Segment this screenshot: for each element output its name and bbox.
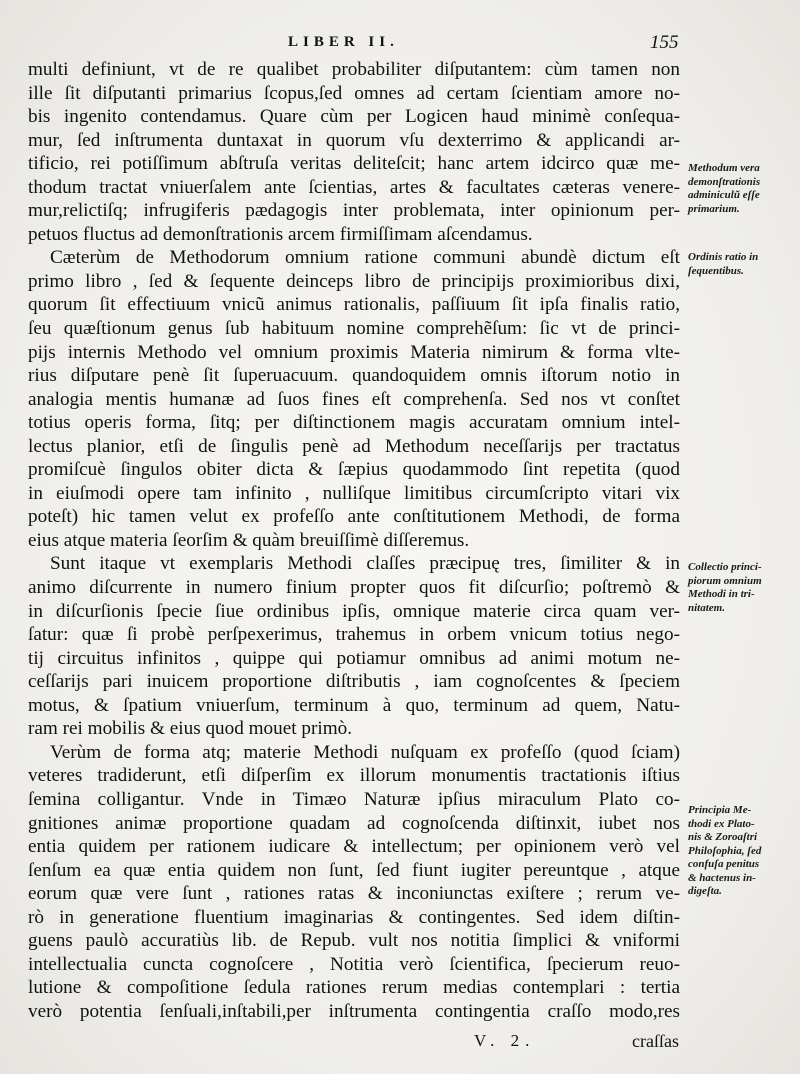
margin-note-methodum	[688, 162, 796, 216]
signature-mark: V. 2.	[474, 1031, 536, 1050]
margin-note-line: piorum omnium	[688, 574, 762, 587]
text-line: Verùm de forma atq; materie Methodi nuſquam ex profeſſo (quod ſciam)	[50, 741, 680, 763]
text-line: tij circuitus infinitos , quippe qui potiamur omnibus ad animi motum ne-	[28, 647, 680, 669]
margin-note-line: adminiculũ eſſe	[688, 189, 760, 201]
text-line: bis ingenito contendamus. Quare cùm per Logicen haud minimè conſequa-	[28, 106, 680, 128]
margin-note-line: ſequentibus.	[688, 264, 744, 277]
text-line: Cæterùm de Methodorum omnium ratione communi abundè dictum eſt	[50, 247, 680, 269]
text-line: mur, ſed inſtrumenta duntaxat in quorum vſu dexterrimo & applicandi ar-	[28, 129, 680, 151]
text-line: rò in generatione fluentium imaginarias & contingentes. Sed idem diſtin-	[28, 906, 680, 928]
text-line: mur,relictiſq; infrugiferis pædagogis inter problemata, inter opinionum per-	[28, 200, 680, 222]
text-line: ram rei mobilis & eius quod mouet primò.	[28, 718, 353, 740]
text-line: guens paulò accuratiùs lib. de Repub. vult nos notitia ſimplici & vniformi	[28, 930, 680, 952]
margin-note-line: confuſa penitus	[688, 858, 760, 870]
running-head: LIBER II.	[288, 34, 399, 50]
text-line: primo libro , ſed & ſequente deinceps libro de principijs proximioribus dixi,	[28, 270, 680, 292]
catchword: craſſas	[632, 1031, 679, 1051]
margin-note-ordinis	[688, 251, 796, 278]
text-line: motus, & ſpatium vniuerſum, terminum à quo, terminum ad quem, Natu-	[28, 694, 680, 716]
text-line: ceſſarijs pari inuicem proportione diſtributis , iam cognoſcentes & ſpeciem	[28, 671, 680, 693]
text-line: intellectualia cuncta cognoſcere , Notitia verò ſcientifica, ſpecierum reuo-	[28, 953, 680, 975]
margin-note-line: Methodum vera	[688, 162, 760, 174]
margin-note-line: Methodi in tri-	[688, 588, 755, 600]
margin-note-line: demonſtrationis	[688, 175, 761, 188]
text-line: rius diſputare penè ſit ſuperuacuum. quandoquidem omnis iſtorum notio in	[28, 365, 680, 387]
text-line: ille ſit diſputanti primarius ſcopus,ſed omnes ad certam ſcientiam amore no-	[28, 82, 680, 104]
margin-note-line: Collectio princi-	[688, 561, 762, 573]
text-line: eorum quæ vere ſunt , rationes ratas & inconiunctas exiſtere ; rerum ve-	[28, 883, 680, 905]
margin-note-line: nis & Zoroaſtri	[688, 831, 758, 843]
text-line: in diſcurſionis ſpecie ſiue ordinibus ipſis, omnique materie circa quam ver-	[28, 600, 680, 622]
margin-note-line: Ordinis ratio in	[688, 251, 759, 263]
page-number: 155	[650, 32, 679, 53]
text-line: Sunt itaque vt exemplaris Methodi claſſes præcipuę tres, ſimiliter & in	[50, 553, 680, 575]
text-line: veteres tradiderunt, etſi diſperſim ex illorum monumentis tractationis iſtius	[28, 765, 680, 787]
text-line: gnitiones animæ proportione quadam ad cognoſcenda diſtinxit, iubet nos	[28, 812, 680, 834]
text-line: tificio, rei potiſſimum abſtruſa veritas deliteſcit; hanc artem idcirco quæ me-	[28, 153, 680, 175]
margin-note-line: nitatem.	[688, 601, 725, 614]
text-line: analogia mentis humanæ ad ſuos fines eſt comprehenſa. Sed nos vt conſtet	[28, 388, 680, 410]
margin-note-line: thodi ex Plato-	[688, 817, 755, 830]
text-line: ſeu quæſtionum genus ſub habituum nomine comprehẽſum: ſic vt de princi-	[28, 318, 680, 340]
text-line: petuos fluctus ad demonſtrationis arcem firmiſſimam aſcendamus.	[28, 223, 533, 245]
text-line: verò potentia ſenſuali,inſtabili,per inſtrumenta contingentia craſſo modo,res	[28, 1000, 680, 1022]
margin-note-line: & hactenus in-	[688, 871, 756, 884]
margin-note-collectio	[688, 561, 796, 615]
text-line: ſenſum ea quæ entia quidem non ſunt, ſed fiunt iugiter pereuntque , atque	[28, 859, 680, 881]
text-line: promiſcuè ſingulos obiter dicta & ſæpius quodammodo ſint repetita (quod	[28, 459, 680, 481]
text-line: pijs internis Methodo vel omnium proximis Materia nimirum & forma vlte-	[28, 341, 680, 363]
margin-note-line: Principia Me-	[688, 804, 752, 816]
text-line: animo diſcurrente in numero finium propter quos fit diſcurſio; poſtremò &	[28, 577, 680, 599]
text-line: in eiuſmodi opere tam infinito , nulliſque limitibus circumſcripto vitari vix	[28, 482, 680, 504]
text-line: ſemina colligantur. Vnde in Timæo Naturæ ipſius miraculum Plato co-	[28, 788, 680, 810]
text-line: quorum ſit effectiuum vnicũ animus rationalis, paſſiuum ſit ipſa finalis ratio,	[28, 294, 680, 316]
margin-note-line: primarium.	[688, 202, 740, 215]
text-line: poteſt) hic tamen velut ex profeſſo ante conſtitutionem Methodi, de forma	[28, 506, 680, 528]
margin-note-line: digeſta.	[688, 885, 722, 897]
text-line: thodum tractat vniuerſalem ante ſcientias, artes & facultates cæteras venere-	[28, 176, 680, 198]
margin-note-principia	[688, 804, 796, 899]
text-line: multi definiunt, vt de re qualibet probabiliter diſputantem: cùm tamen non	[28, 59, 680, 80]
text-line: totius operis forma, ſitq; per diſtinctionem magis accuratam omnium intel-	[28, 412, 680, 434]
text-line: ſatur: quæ ſi probè perſpexerimus, trahemus in orbem vnicum totius nego-	[28, 624, 680, 646]
text-line: eius atque materia ſeorſim & quàm breuiſſimè diſſeremus.	[28, 529, 470, 551]
main-text-block	[28, 58, 680, 1023]
text-line: lutione & compoſitione ſedula rationes rerum medias contemplari : tertia	[28, 977, 680, 999]
text-line: lectus planior, etſi de ſingulis penè ad Methodum neceſſarijs per tractatus	[28, 435, 680, 457]
text-line: entia quidem per rationem iudicare & intellectum; per opinionem verò vel	[28, 836, 680, 858]
margin-note-line: Philoſophia, ſed	[688, 844, 762, 857]
